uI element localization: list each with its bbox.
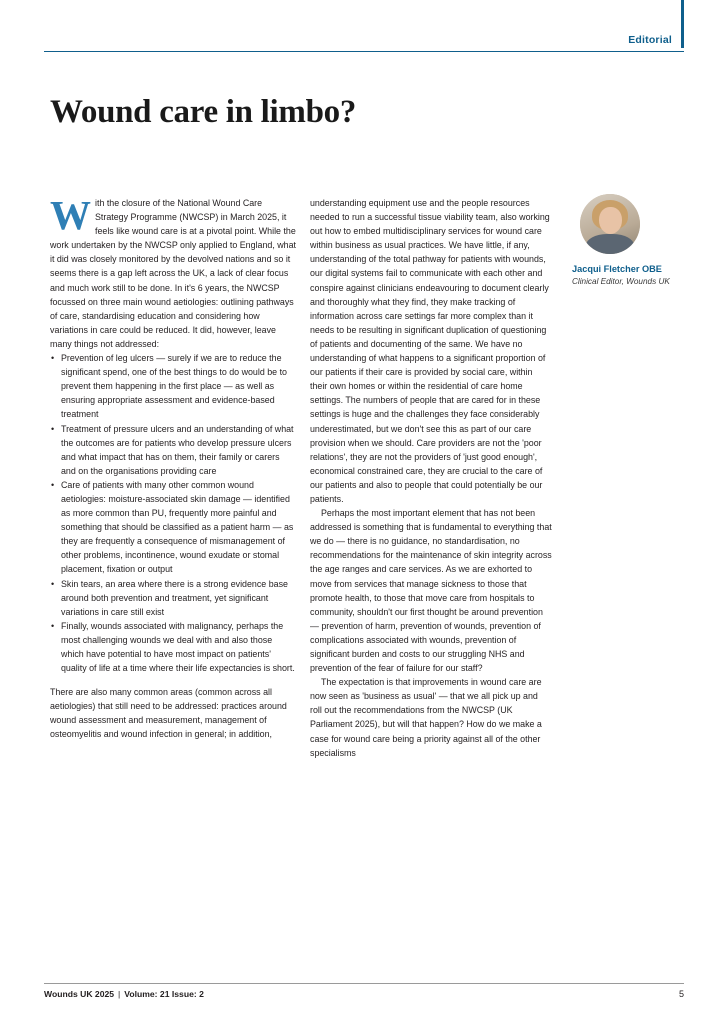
- author-name: Jacqui Fletcher OBE: [572, 264, 662, 274]
- author-block: [572, 194, 692, 287]
- footer-issue: Volume: 21 Issue: 2: [124, 989, 204, 999]
- left-bullet-list: [50, 351, 296, 675]
- page-title: Wound care in limbo?: [50, 94, 357, 131]
- page-number: 5: [678, 989, 684, 999]
- avatar: [580, 194, 640, 254]
- right-paragraph-1: understanding equipment use and the people resources needed to run a successful tissue viability team, also working out how to embed multidisciplinary services for wound care within business as usual practices. We have little, if any, understanding of the total pathway for patients with wounds, our digital systems fail to communicate with each other and conspire against clinicians endeavouring to document clearly and thoroughly what they find, they make tracking of information across care settings far more complex than it needs to be resulting in significant duplication of questioning of patients and documenting of the same. We have no understanding of what happens to a significant proportion of our patients if their care is provided by social care, within their own homes or within the residential of care home settings. The numbers of people that are cared for in these settings is huge and the challenges they face considerably underestimated, but we don't see this as part of our care provision when we should. Care providers are not the 'poor relations', they are not the providers of 'just good enough', economical constrained care, they are crucial to the care of our patients and also to people that could potentially be our patients.: [310, 198, 550, 504]
- right-paragraph-2: Perhaps the most important element that has not been addressed is something that is fundamental to everything that we do — there is no guidance, no standardisation, no recommendations for the maintenance of skin integrity across the age ranges and care services. As we are exhorted to move from services that manage sickness to those that promote health, to those that move care from hospitals to community, shouldn't our first thought be around prevention — prevention of harm, prevention of wounds, prevention of complications associated with wounds, prevention of significant burden and costs to our struggling NHS and prevention of the fear of failure for our staff?: [310, 508, 552, 674]
- avatar-shoulders: [586, 234, 634, 254]
- footer-separator: |: [118, 989, 121, 999]
- body-column-left: [50, 192, 297, 742]
- drop-cap: W: [50, 192, 91, 238]
- avatar-face: [599, 207, 622, 234]
- left-paragraph-1-text: ith the closure of the National Wound Care Strategy Programme (NWCSP) in March 2025, it feels like wound care is at a pivotal point. While the work undertaken by the NWCSP only applied to England, what it did was closely monitored by the devolved nations and so it seems there is a gap left across the UK, a lack of clear focus and much work still to be done. In it's 6 years, the NWCSP focussed on three main wound aetiologies: outlining pathways of care, standardising education and considering how variations in care could be reduced. It did, however, leave many things not addressed:: [50, 198, 297, 349]
- body-column-right: [310, 196, 552, 760]
- header-divider: [44, 51, 684, 52]
- list-item: • Finally, wounds associated with malignancy, perhaps the most challenging wounds we deal with and also those which have potential to have most impact on patients' quality of life at a time where their life expectancies is short.: [50, 619, 296, 675]
- footer-divider: [44, 983, 684, 984]
- left-paragraph-1: [50, 192, 297, 351]
- list-item: • Care of patients with many other common wound aetiologies: moisture-associated skin damage — identified as more common than PU, frequently more painful and something that should be classified as a patient harm — as they are frequently a consequence of mismanagement of other problems, incontinence, wound exudate or stomal placement, fixation or output: [50, 478, 296, 577]
- list-item: • Prevention of leg ulcers — surely if we are to reduce the significant spend, one of the best things to do would be to prevent them happening in the first place — as well as ensuring appropriate assessment and evidence-based treatment: [50, 351, 296, 421]
- list-item: • Treatment of pressure ulcers and an understanding of what the outcomes are for patients who develop pressure ulcers and what impact that has on them, their family or carers and on the organisations providing care: [50, 422, 296, 478]
- paragraph-spacer: [50, 675, 296, 685]
- header-accent-bar: [681, 0, 684, 48]
- right-paragraph-3: The expectation is that improvements in wound care are now seen as 'business as usual' — that we all pick up and roll out the recommendations from the NWCSP (UK Parliament 2025), but will that happen? How do we make a case for wound care being a priority against all of the other specialisms: [310, 677, 542, 758]
- list-item: • Skin tears, an area where there is a strong evidence base around both prevention and treatment, yet significant variations in care still exist: [50, 577, 296, 619]
- section-label: Editorial: [628, 34, 672, 46]
- section-tab: [628, 0, 684, 50]
- footer-journal: Wounds UK 2025: [44, 989, 115, 999]
- left-paragraph-2: There are also many common areas (common across all aetiologies) that still need to be addressed: practices around wound assessment and measurement, management of osteomyelitis and wound infection in general; in addition,: [50, 687, 287, 740]
- page-footer: [44, 986, 684, 1002]
- page-header: [0, 0, 724, 52]
- footer-journal-info: [44, 989, 204, 999]
- author-role: Clinical Editor, Wounds UK: [572, 277, 670, 286]
